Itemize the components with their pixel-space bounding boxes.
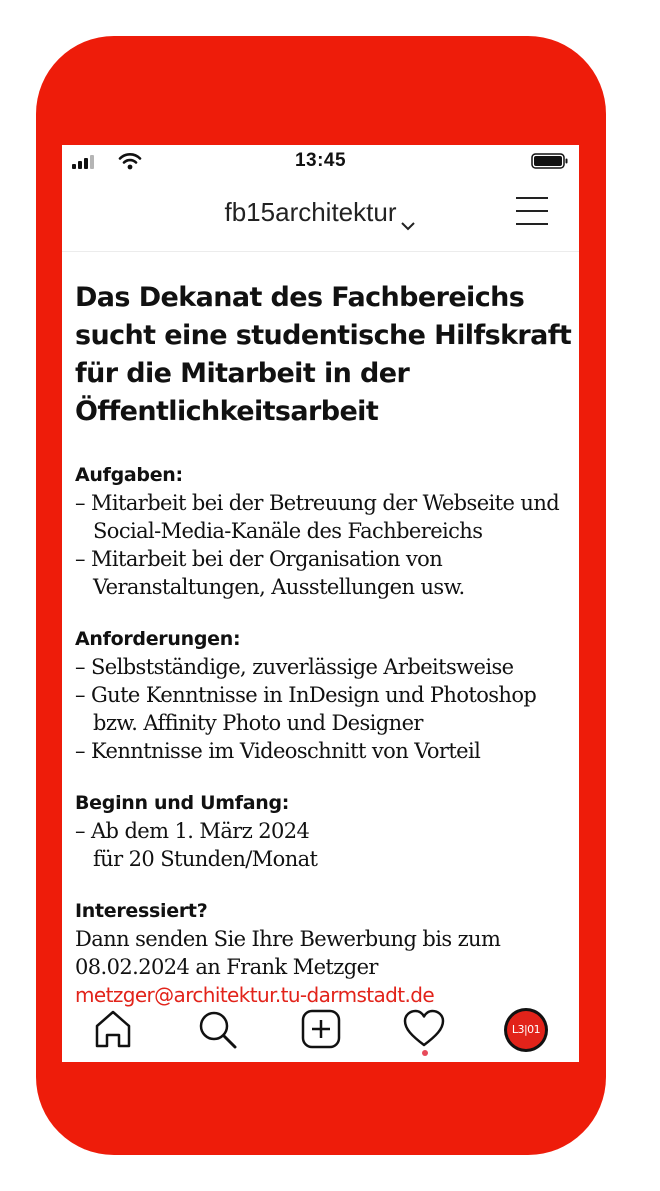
top-navigation-bar: [62, 177, 579, 252]
battery-icon: [531, 153, 569, 169]
list-item-continuation: für 20 Stunden/Monat: [93, 847, 318, 871]
section-interessiert: [75, 897, 575, 1009]
email-link[interactable]: metzger@architektur.tu-darmstadt.de: [75, 983, 435, 1007]
section-aufgaben: [75, 461, 575, 601]
notification-dot: [422, 1050, 428, 1056]
section-label: Interessiert?: [75, 900, 208, 922]
section-label: Aufgaben:: [75, 464, 183, 486]
list-item: – Gute Kenntnisse in InDesign und Photoshop: [75, 683, 537, 707]
post-headline: [75, 279, 575, 431]
headline-line: für die Mitarbeit in der: [75, 358, 410, 389]
profile-avatar[interactable]: [504, 1008, 548, 1052]
list-item: – Mitarbeit bei der Betreuung der Webseite und: [75, 491, 560, 515]
search-icon[interactable]: [195, 1007, 239, 1051]
hamburger-menu-icon[interactable]: [514, 193, 550, 229]
status-bar: [62, 145, 579, 177]
list-item: – Ab dem 1. März 2024: [75, 819, 310, 843]
section-label: Anforderungen:: [75, 628, 241, 650]
section-label: Beginn und Umfang:: [75, 792, 290, 814]
new-post-icon[interactable]: [299, 1007, 343, 1051]
post-content: [75, 279, 575, 1009]
section-beginn: [75, 789, 575, 873]
headline-line: Das Dekanat des Fachbereichs: [75, 282, 525, 313]
account-name: fb15architektur: [224, 197, 397, 227]
account-switcher[interactable]: [62, 197, 579, 228]
phone-screen: [62, 145, 579, 1062]
home-icon[interactable]: [91, 1007, 135, 1051]
list-item: – Kenntnisse im Videoschnitt von Vorteil: [75, 739, 481, 763]
list-item: – Mitarbeit bei der Organisation von: [75, 547, 443, 571]
chevron-down-icon: [400, 208, 416, 220]
bottom-tab-bar: [62, 999, 579, 1062]
list-item-continuation: bzw. Affinity Photo und Designer: [93, 711, 423, 735]
avatar-label: L3|01: [507, 1011, 545, 1049]
section-anforderungen: [75, 625, 575, 765]
body-line: 08.02.2024 an Frank Metzger: [75, 955, 378, 979]
list-item: – Selbstständige, zuverlässige Arbeitsweise: [75, 655, 514, 679]
list-item-continuation: Veranstaltungen, Ausstellungen usw.: [93, 575, 465, 599]
body-line: Dann senden Sie Ihre Bewerbung bis zum: [75, 927, 501, 951]
list-item-continuation: Social-Media-Kanäle des Fachbereichs: [93, 519, 483, 543]
headline-line: sucht eine studentische Hilfskraft: [75, 320, 572, 351]
status-time: 13:45: [294, 150, 347, 171]
headline-line: Öffentlichkeitsarbeit: [75, 396, 379, 427]
activity-heart-icon[interactable]: [402, 1007, 446, 1051]
